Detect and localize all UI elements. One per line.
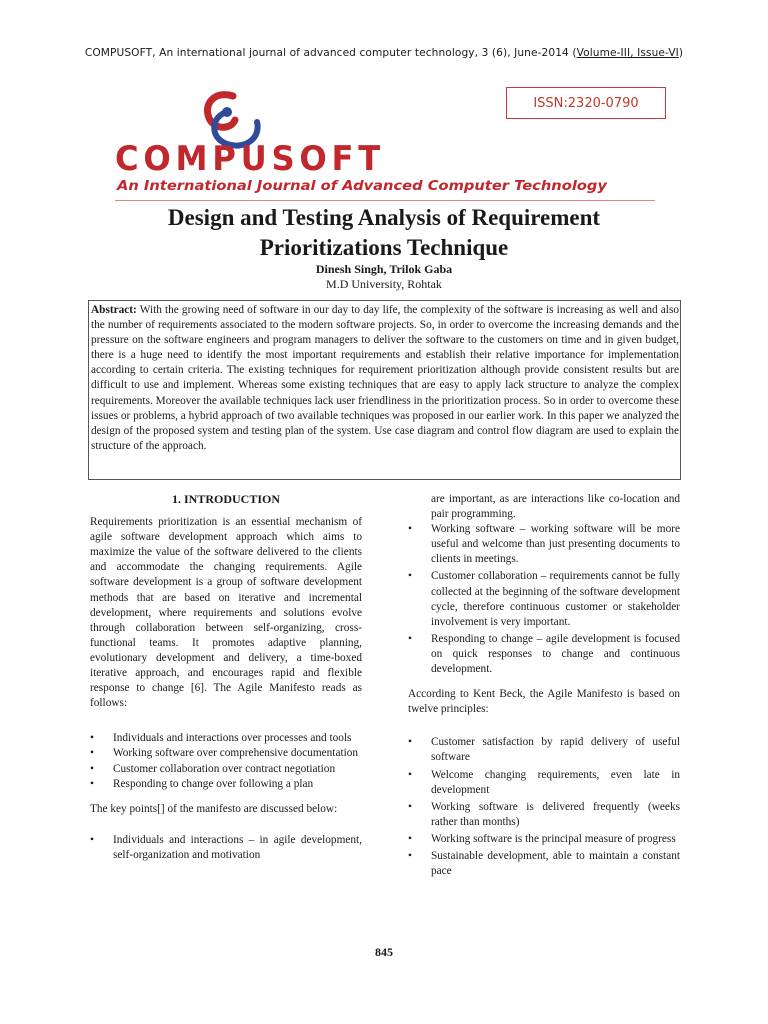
bullet-icon: • — [90, 833, 94, 846]
swirl-icon — [207, 95, 257, 146]
list-item: • Customer collaboration over contract negotiation — [90, 762, 362, 777]
principles-list — [408, 735, 680, 879]
bullet-icon: • — [90, 777, 94, 790]
bullet-icon: • — [408, 570, 412, 583]
abstract — [91, 303, 679, 454]
bullet-icon: • — [408, 800, 412, 813]
list-item: • Working software is the principal measure of progress — [408, 832, 680, 847]
bullet-icon: • — [90, 732, 94, 745]
list-item: • Individuals and interactions – in agile development, self-organization and motivation — [90, 833, 362, 861]
bullet-icon: • — [408, 849, 412, 862]
journal-header — [0, 47, 768, 59]
left-column — [90, 492, 362, 863]
issn-text: ISSN:2320-0790 — [533, 95, 639, 111]
bullet-icon: • — [408, 523, 412, 536]
intro-paragraph: Requirements prioritization is an essential mechanism of agile software development approach which aims to maximize the value of the software delivered to the clients and accommodate the changing requirements. Agile software development is a group of software development methods that are based on iterative and incremental development, where requirements and solutions evolve through collaboration between self-organizing, cross-functional teams. It promotes adaptive planning, evolutionary development and delivery, a time-boxed iterative approach, and encourages rapid and flexible response to change [6]. The Agile Manifesto reads as follows: — [90, 516, 362, 710]
journal-header-close: ) — [678, 47, 684, 59]
compusoft-logo — [115, 90, 615, 200]
list-item: • Individuals and interactions over processes and tools — [90, 731, 362, 746]
bullet-icon: • — [408, 632, 412, 645]
key-points-list — [90, 833, 362, 863]
bullet-icon: • — [408, 736, 412, 749]
list-item: • Working software over comprehensive documentation — [90, 746, 362, 761]
logo-wordmark: COMPUSOFT — [115, 139, 385, 179]
section-title: 1. INTRODUCTION — [171, 492, 280, 506]
bullet-icon: • — [90, 747, 94, 760]
key-points-list-continued — [408, 522, 680, 677]
list-item: • Responding to change – agile development is focused on quick responses to change and continuous development. — [408, 632, 680, 676]
journal-header-text: COMPUSOFT, An international journal of advanced computer technology, 3 (6), June-2014 ( — [84, 47, 577, 59]
header-rule — [115, 200, 655, 201]
list-item: • Working software – working software will be more useful and welcome than just presenting documents to clients in meetings. — [408, 523, 680, 566]
volume-issue: Volume-III, Issue-VI — [576, 47, 679, 59]
manifesto-list — [90, 731, 362, 791]
abstract-text: With the growing need of software in our day to day life, the complexity of the software is increasing as well and also the number of requirements associated to the modern software projects. So, in order to overcome the increasing demands and the pressure on the software engineers and program managers to deliver the software to the customers on time and in given budget, there is a huge need to identify the most important requirements and establish their relative importance for implementation according to certain criteria. The existing techniques for requirement prioritization although provide consistent results but are difficult to use and implement. Whereas some existing techniques that are easy to apply lack structure to analyze the complex requirements. Moreover the available techniques lack user friendliness in the prioritization process. So in order to overcome these issues or problems, a hybrid approach of two available techniques was proposed in our earlier work. In this paper we analyzed the design of the proposed system and testing plan of the system. Use case diagram and control flow diagram are used to explain the structure of the approach. — [91, 304, 679, 452]
continuation-text: are important, as are interactions like co-location and pair programming. — [431, 493, 680, 521]
bullet-icon: • — [408, 832, 412, 845]
list-item: • Working software is delivered frequently (weeks rather than months) — [408, 800, 680, 828]
title-line-1: Design and Testing Analysis of Requirement — [167, 205, 601, 230]
list-item: • Customer satisfaction by rapid delivery of useful software — [408, 736, 680, 764]
right-column — [408, 492, 680, 879]
title-line-2: Prioritizations Technique — [259, 235, 509, 260]
affiliation: M.D University, Rohtak — [326, 277, 442, 291]
key-points-paragraph: The key points[] of the manifesto are discussed below: — [90, 802, 338, 815]
paper-title — [60, 203, 708, 263]
list-item: • Responding to change over following a plan — [90, 777, 362, 792]
page-number: 845 — [375, 945, 393, 959]
bullet-icon: • — [90, 762, 94, 775]
list-item: • Sustainable development, able to maintain a constant pace — [408, 849, 680, 878]
list-item: • Customer collaboration – requirements cannot be fully collected at the beginning of the software development cycle, therefore continuous customer or stakeholder involvement is very important. — [408, 570, 680, 628]
abstract-label: Abstract: — [91, 304, 137, 316]
list-item: • Welcome changing requirements, even late in development — [408, 768, 680, 796]
kent-beck-paragraph: According to Kent Beck, the Agile Manifesto is based on twelve principles: — [408, 688, 680, 716]
bullet-icon: • — [408, 768, 412, 781]
authors: Dinesh Singh, Trilok Gaba — [315, 262, 453, 276]
logo-tagline: An International Journal of Advanced Computer Technology — [115, 179, 608, 194]
